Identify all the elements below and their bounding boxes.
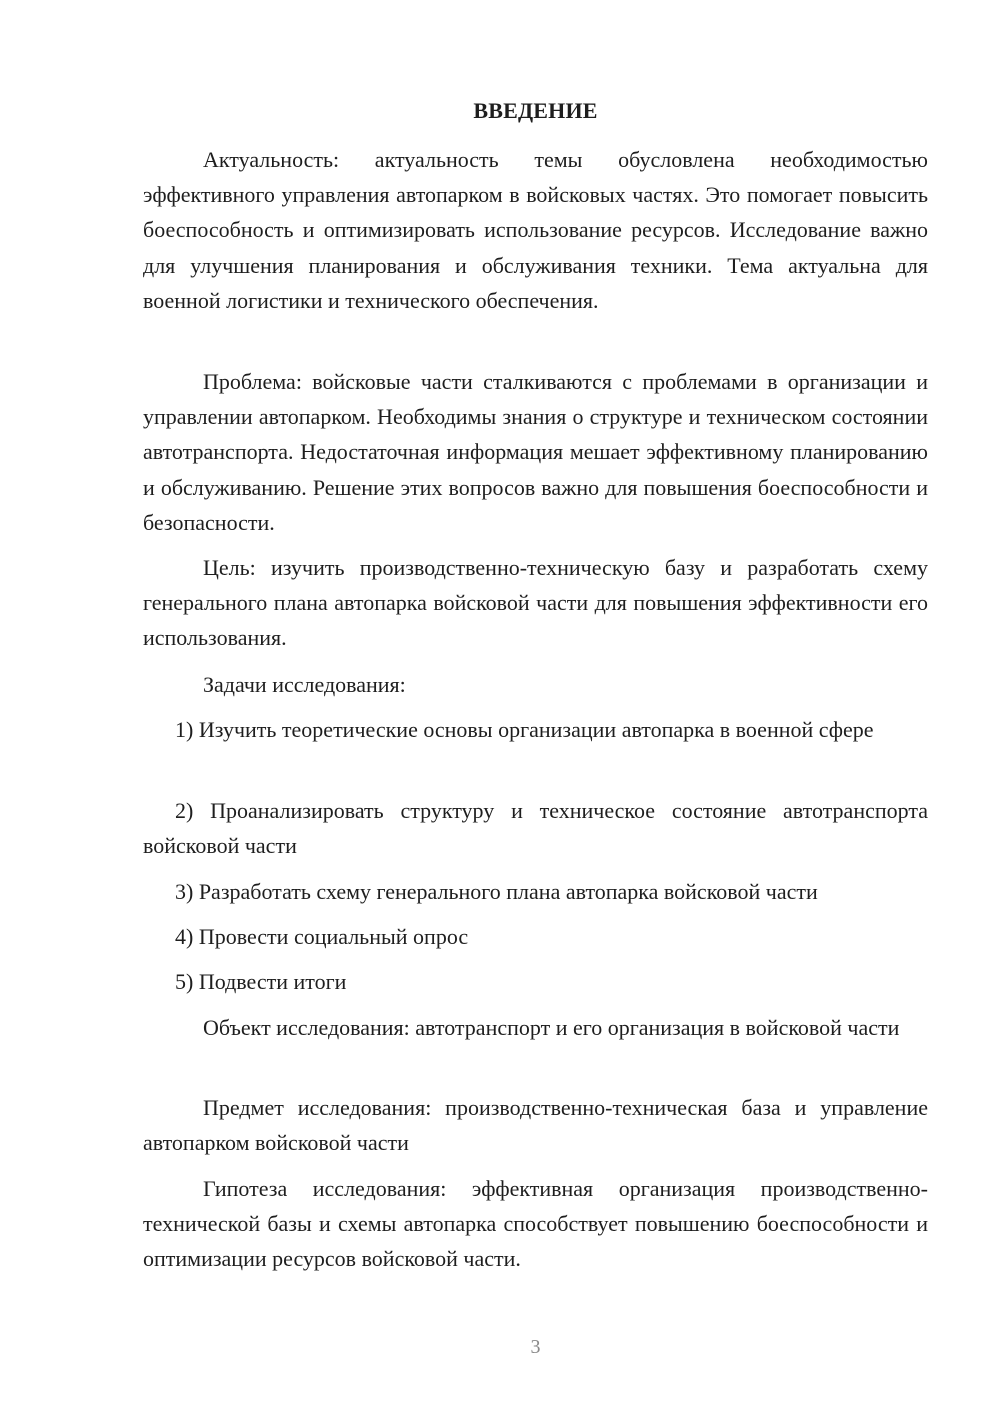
tasks-title: Задачи исследования: bbox=[203, 672, 406, 697]
paragraph-hypothesis: Гипотеза исследования: эффективная организация производственно-технической базы и схемы автопарка способствует повышению боеспособности и оптимизации ресурсов войсковой части. bbox=[143, 1176, 928, 1272]
task-item-2: 2) Проанализировать структуру и техническое состояние автотранспорта войсковой части bbox=[143, 798, 928, 859]
paragraph-object: Объект исследования: автотранспорт и его организация в войсковой части bbox=[203, 1015, 900, 1040]
task-item-1: 1) Изучить теоретические основы организации автопарка в военной сфере bbox=[175, 717, 874, 742]
section-heading: ВВЕДЕНИЕ bbox=[473, 98, 598, 123]
page-number: 3 bbox=[530, 1336, 541, 1358]
document-page bbox=[143, 0, 928, 1414]
paragraph-relevance: Актуальность: актуальность темы обусловлена необходимостью эффективного управления автопарком в войсковых частях. Это помогает повысить боеспособность и оптимизировать использование ресурсов. Исследование важно для улучшения планирования и обслуживания техники. Тема актуальна для военной логистики и технического обеспечения. bbox=[143, 147, 928, 313]
paragraph-problem: Проблема: войсковые части сталкиваются с проблемами в организации и управлении автопарком. Необходимы знания о структуре и техническом состоянии автотранспорта. Недостаточная информация мешает эффективному планированию и обслуживанию. Решение этих вопросов важно для повышения боеспособности и безопасности. bbox=[143, 369, 928, 535]
task-item-4: 4) Провести социальный опрос bbox=[175, 924, 469, 949]
task-item-3: 3) Разработать схему генерального плана автопарка войсковой части bbox=[175, 879, 818, 904]
paragraph-subject: Предмет исследования: производственно-техническая база и управление автопарком войсковой части bbox=[143, 1095, 928, 1156]
task-item-5: 5) Подвести итоги bbox=[175, 969, 347, 994]
paragraph-goal: Цель: изучить производственно-техническую базу и разработать схему генерального плана автопарка войсковой части для повышения эффективности его использования. bbox=[143, 555, 928, 651]
